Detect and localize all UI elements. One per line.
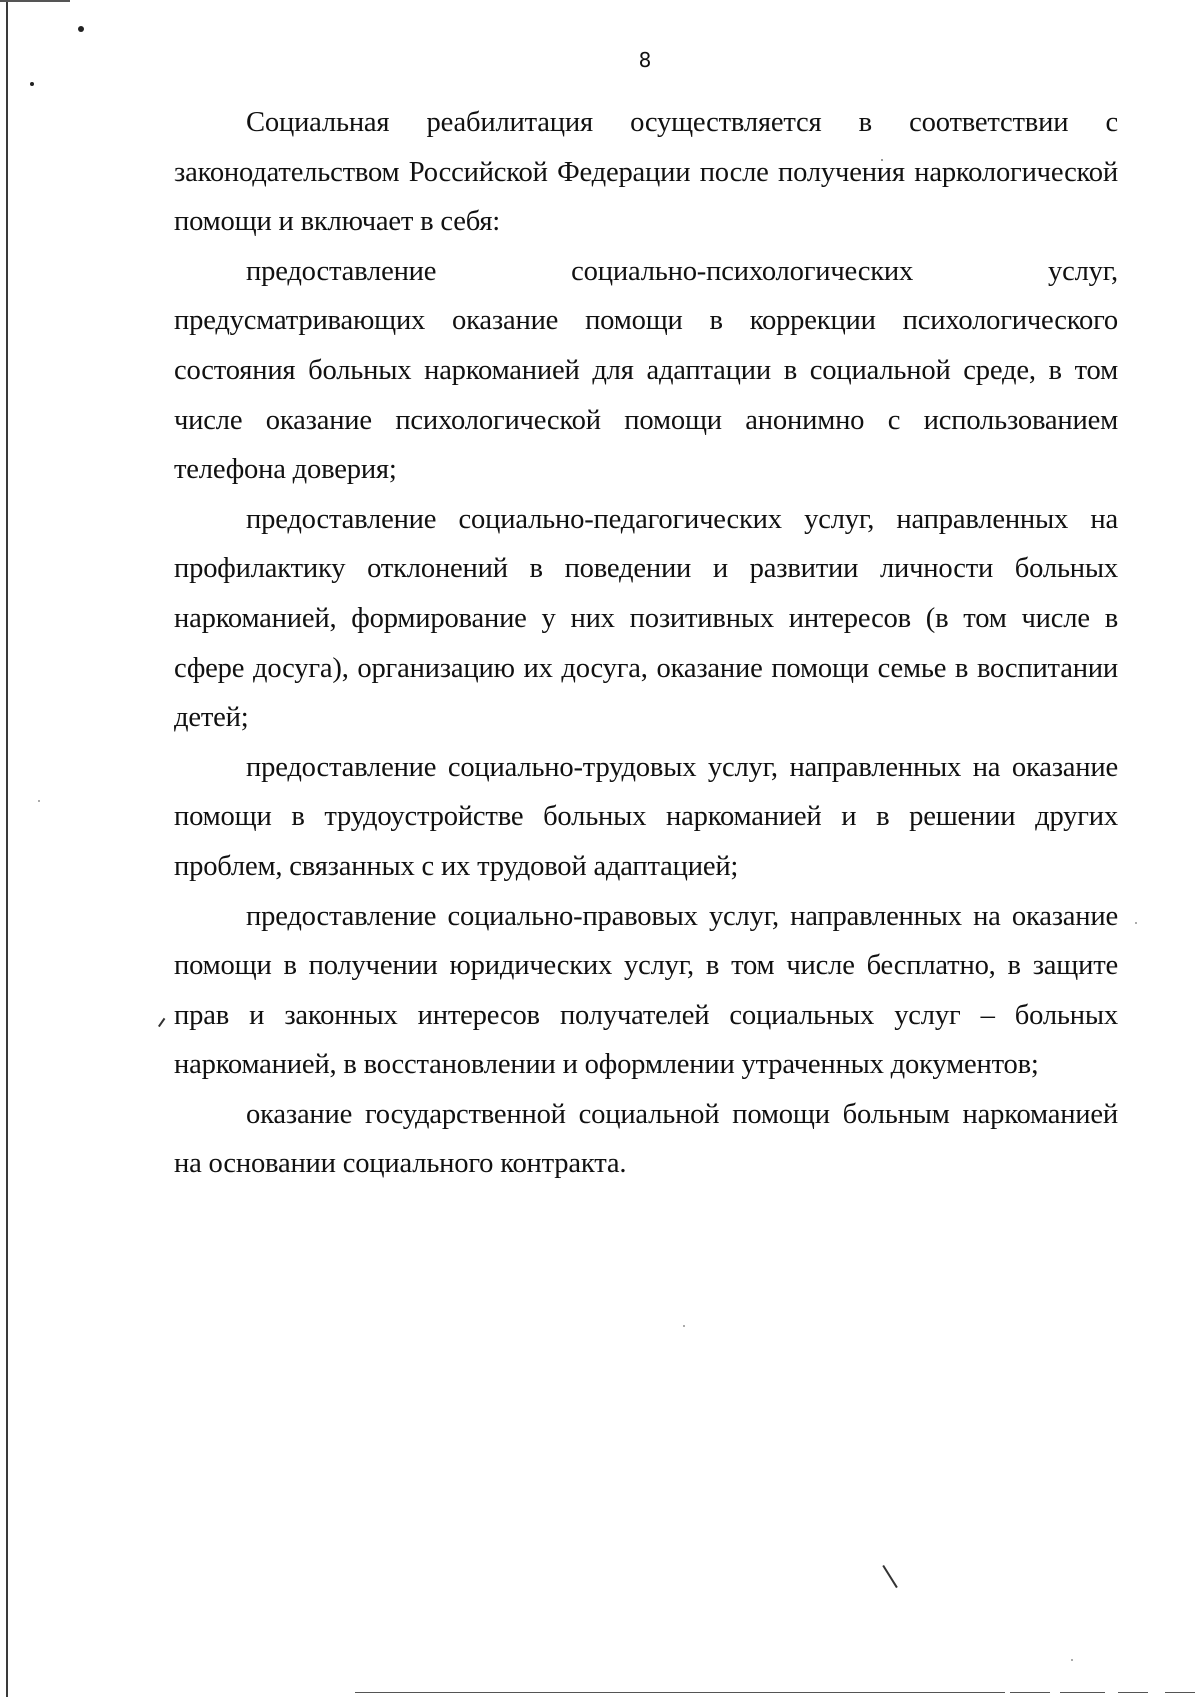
paragraph: предоставление социально-психологических услуг, предусматривающих оказание помощи в коррекции психологического состояния больных наркоманией для адаптации в социальной среде, в том числе оказание психологической помощи анонимно с использованием телефона доверия; [174, 255, 1118, 486]
scan-stroke [158, 1018, 165, 1027]
bottom-dash-line [1060, 1692, 1105, 1693]
bottom-dash-line [355, 1692, 1005, 1693]
scan-speck [38, 800, 40, 802]
scan-edge-line [6, 0, 8, 1697]
paragraph: предоставление социально-правовых услуг, направленных на оказание помощи в получении юридических услуг, в том числе бесплатно, в защите прав и законных интересов получателей социальных услуг – больных наркоманией, в восстановлении и оформлении утраченных документов; [174, 900, 1118, 1081]
paragraph: предоставление социально-трудовых услуг, направленных на оказание помощи в трудоустройстве больных наркоманией и в решении других проблем, связанных с их трудовой адаптацией; [174, 751, 1118, 882]
bottom-dash-line [1010, 1692, 1050, 1693]
scan-stroke [883, 1565, 898, 1588]
scan-speck [1071, 1659, 1073, 1661]
scan-top-mark [0, 0, 70, 2]
scan-speck [30, 82, 34, 86]
scan-speck [683, 1325, 685, 1327]
document-body [174, 98, 1118, 1189]
bottom-dash-line [1118, 1692, 1148, 1693]
paragraph: оказание государственной социальной помощи больным наркоманией на основании социального контракта. [174, 1098, 1118, 1180]
bottom-dash-line [1165, 1692, 1195, 1693]
paragraph: предоставление социально-педагогических услуг, направленных на профилактику отклонений в поведении и развитии личности больных наркоманией, формирование у них позитивных интересов (в том числе в сфере досуга), организацию их досуга, оказание помощи семье в воспитании детей; [174, 503, 1118, 734]
paragraph: Социальная реабилитация осуществляется в соответствии с законодательством Российской Федерации после получения наркологической помощи и включает в себя: [174, 107, 1118, 238]
scan-speck [1135, 922, 1137, 924]
page-number: 8 [638, 48, 652, 72]
scan-speck [78, 26, 84, 32]
